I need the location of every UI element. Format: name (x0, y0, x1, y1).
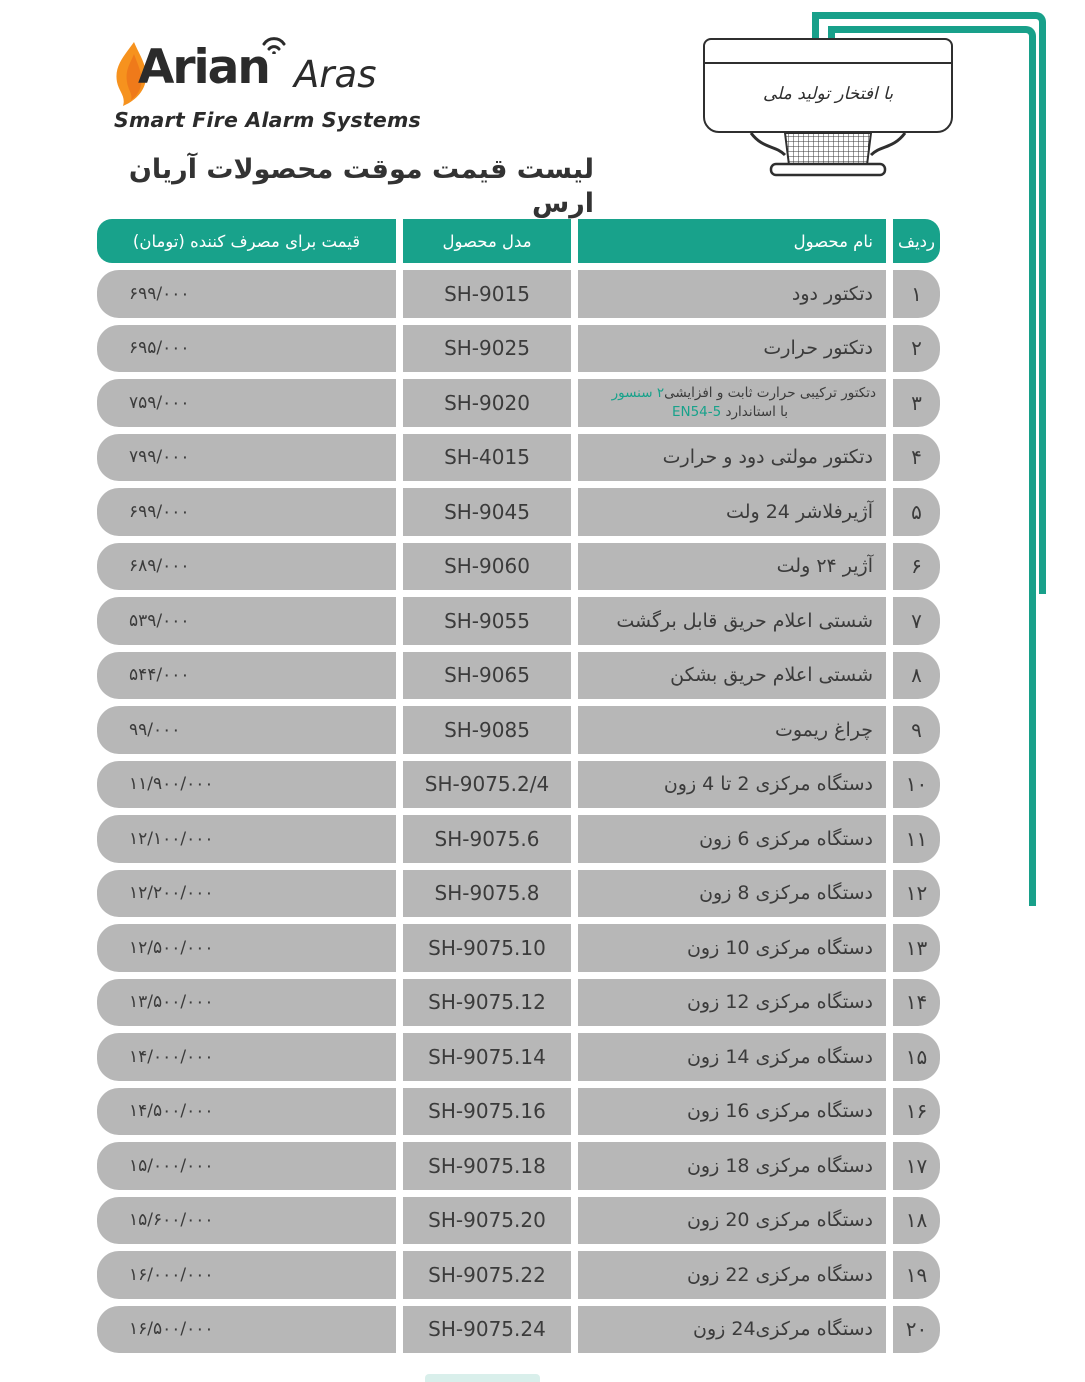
row-number-cell: ۱۷ (893, 1142, 940, 1190)
product-price-cell: ۱۶/۰۰۰/۰۰۰ (97, 1251, 396, 1299)
product-model-cell: SH-9075.12 (403, 979, 571, 1027)
row-number-cell: ۱۱ (893, 815, 940, 863)
product-name-cell: دستگاه مرکزی 6 زون (578, 815, 886, 863)
product-model-cell: SH-9065 (403, 652, 571, 700)
page-title: لیست قیمت موقت محصولات آریان ارس (128, 154, 594, 219)
product-price-cell: ۷۵۹/۰۰۰ (97, 379, 396, 427)
row-number-cell: ۱۰ (893, 761, 940, 809)
product-model-cell: SH-9075.16 (403, 1088, 571, 1136)
row-number-cell: ۱۲ (893, 870, 940, 918)
product-price-cell: ۱۴/۵۰۰/۰۰۰ (97, 1088, 396, 1136)
product-name-cell: شستی اعلام حریق قابل برگشت (578, 597, 886, 645)
product-name-cell: آژیر ۲۴ ولت (578, 543, 886, 591)
product-price-cell: ۱۵/۶۰۰/۰۰۰ (97, 1197, 396, 1245)
footer-cut-element (425, 1374, 540, 1382)
product-model-cell: SH-9020 (403, 379, 571, 427)
product-name-cell: دتکتور ترکیبی حرارت ثابت و افزایشی۲ سنسور با استاندارد EN54-5 (578, 379, 886, 427)
product-model-cell: SH-9055 (403, 597, 571, 645)
product-model-cell: SH-9075.2/4 (403, 761, 571, 809)
logo-text-arian: Arian (138, 40, 269, 95)
row-number-cell: ۳ (893, 379, 940, 427)
product-model-cell: SH-9015 (403, 270, 571, 318)
product-price-cell: ۵۴۴/۰۰۰ (97, 652, 396, 700)
product-model-cell: SH-9075.10 (403, 924, 571, 972)
row-number-cell: ۲۰ (893, 1306, 940, 1354)
product-price-cell: ۱۲/۱۰۰/۰۰۰ (97, 815, 396, 863)
product-name-cell: دتکتور دود (578, 270, 886, 318)
product-name-cell: دتکتور حرارت (578, 325, 886, 373)
product-name-cell: دستگاه مرکزی 18 زون (578, 1142, 886, 1190)
row-number-cell: ۱۳ (893, 924, 940, 972)
product-price-cell: ۱۱/۹۰۰/۰۰۰ (97, 761, 396, 809)
product-price-cell: ۱۲/۵۰۰/۰۰۰ (97, 924, 396, 972)
row-number-cell: ۱ (893, 270, 940, 318)
product-name-cell: دستگاه مرکزی 20 زون (578, 1197, 886, 1245)
product-model-cell: SH-9085 (403, 706, 571, 754)
detector-top-line (705, 62, 951, 64)
product-price-cell: ۱۲/۲۰۰/۰۰۰ (97, 870, 396, 918)
product-price-cell: ۷۹۹/۰۰۰ (97, 434, 396, 482)
product-name-cell: دستگاه مرکزی 10 زون (578, 924, 886, 972)
row-number-cell: ۷ (893, 597, 940, 645)
row-number-cell: ۱۶ (893, 1088, 940, 1136)
price-table (97, 219, 940, 1353)
row-number-cell: ۱۸ (893, 1197, 940, 1245)
product-price-cell: ۱۴/۰۰۰/۰۰۰ (97, 1033, 396, 1081)
product-model-cell: SH-9075.6 (403, 815, 571, 863)
smoke-detector-illustration (703, 38, 959, 178)
product-name-cell: دستگاه مرکزی24 زون (578, 1306, 886, 1354)
header-row-number: ردیف (893, 219, 940, 263)
product-price-cell: ۶۹۹/۰۰۰ (97, 488, 396, 536)
row-number-cell: ۴ (893, 434, 940, 482)
product-model-cell: SH-9025 (403, 325, 571, 373)
detector-base (743, 131, 913, 179)
product-price-cell: ۱۶/۵۰۰/۰۰۰ (97, 1306, 396, 1354)
product-price-cell: ۹۹/۰۰۰ (97, 706, 396, 754)
detector-body (703, 38, 953, 133)
header-product-model: مدل محصول (403, 219, 571, 263)
product-model-cell: SH-9075.18 (403, 1142, 571, 1190)
product-name-cell: دستگاه مرکزی 14 زون (578, 1033, 886, 1081)
product-price-cell: ۶۹۹/۰۰۰ (97, 270, 396, 318)
detector-caption: با افتخار تولید ملی (762, 84, 894, 104)
row-number-cell: ۱۴ (893, 979, 940, 1027)
product-name-cell: شستی اعلام حریق بشکن (578, 652, 886, 700)
product-name-cell: چراغ ریموت (578, 706, 886, 754)
product-name-cell: دستگاه مرکزی 16 زون (578, 1088, 886, 1136)
product-name-cell: دستگاه مرکزی 8 زون (578, 870, 886, 918)
product-price-cell: ۶۸۹/۰۰۰ (97, 543, 396, 591)
product-model-cell: SH-9075.14 (403, 1033, 571, 1081)
logo-tagline: Smart Fire Alarm Systems (114, 108, 421, 132)
product-model-cell: SH-9075.22 (403, 1251, 571, 1299)
wifi-icon (250, 28, 298, 54)
product-price-cell: ۶۹۵/۰۰۰ (97, 325, 396, 373)
product-price-cell: ۱۵/۰۰۰/۰۰۰ (97, 1142, 396, 1190)
header-product-name: نام محصول (578, 219, 886, 263)
product-model-cell: SH-9060 (403, 543, 571, 591)
brand-logo (112, 40, 432, 144)
product-name-cell: آژیرفلاشر 24 ولت (578, 488, 886, 536)
product-model-cell: SH-9075.20 (403, 1197, 571, 1245)
product-name-cell: دتکتور مولتی دود و حرارت (578, 434, 886, 482)
row-number-cell: ۱۹ (893, 1251, 940, 1299)
product-name-cell: دستگاه مرکزی 12 زون (578, 979, 886, 1027)
row-number-cell: ۸ (893, 652, 940, 700)
product-name-cell: دستگاه مرکزی 2 تا 4 زون (578, 761, 886, 809)
product-price-cell: ۱۳/۵۰۰/۰۰۰ (97, 979, 396, 1027)
product-model-cell: SH-4015 (403, 434, 571, 482)
row-number-cell: ۹ (893, 706, 940, 754)
logo-text-aras: Aras (294, 53, 377, 96)
product-name-cell: دستگاه مرکزی 22 زون (578, 1251, 886, 1299)
row-number-cell: ۶ (893, 543, 940, 591)
product-model-cell: SH-9075.8 (403, 870, 571, 918)
row-number-cell: ۱۵ (893, 1033, 940, 1081)
product-model-cell: SH-9075.24 (403, 1306, 571, 1354)
row-number-cell: ۲ (893, 325, 940, 373)
product-price-cell: ۵۳۹/۰۰۰ (97, 597, 396, 645)
row-number-cell: ۵ (893, 488, 940, 536)
header-price: قیمت برای مصرف کننده (تومان) (97, 219, 396, 263)
product-model-cell: SH-9045 (403, 488, 571, 536)
